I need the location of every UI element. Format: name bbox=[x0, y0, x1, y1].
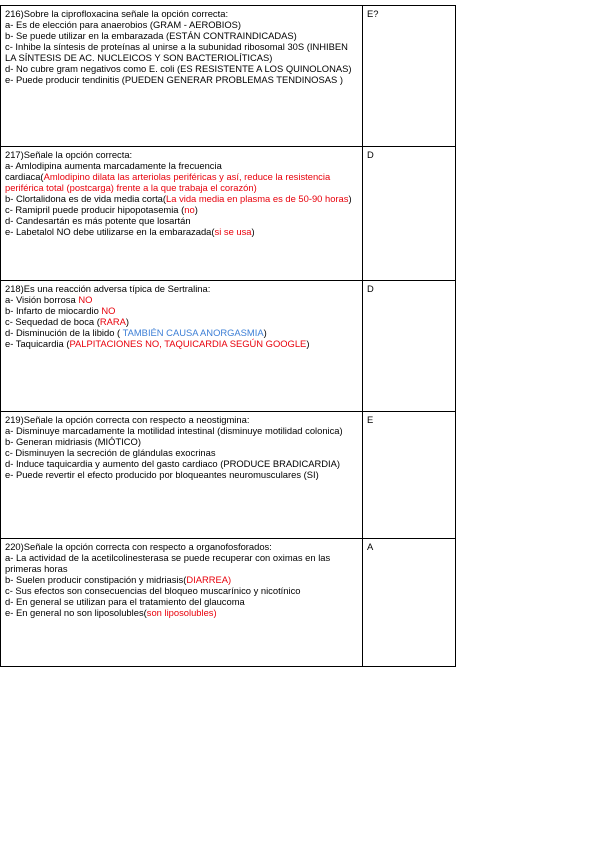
question-stem bbox=[5, 414, 360, 425]
question-option bbox=[5, 74, 360, 85]
question-option bbox=[5, 458, 360, 469]
option-text: 220)Señale la opción correcta con respecto a organofosforados: bbox=[5, 541, 272, 552]
red-annotation: no bbox=[184, 204, 195, 215]
red-annotation: RARA bbox=[99, 316, 126, 327]
question-row bbox=[1, 412, 456, 539]
question-option bbox=[5, 226, 360, 237]
option-text: cardiaca( bbox=[5, 171, 44, 182]
option-text: c- Disminuyen la secreción de glándulas exocrinas bbox=[5, 447, 216, 458]
blue-annotation: TAMBIÉN CAUSA ANORGASMIA bbox=[122, 327, 264, 338]
red-annotation: si se usa bbox=[214, 226, 252, 237]
option-text: 219)Señale la opción correcta con respecto a neostigmina: bbox=[5, 414, 250, 425]
option-text: c- Sequedad de boca ( bbox=[5, 316, 100, 327]
answer-cell bbox=[363, 281, 456, 412]
option-text: e- Taquicardia ( bbox=[5, 338, 70, 349]
red-annotation: NO bbox=[78, 294, 93, 305]
answer-cell bbox=[363, 6, 456, 147]
option-text: ) bbox=[306, 338, 310, 349]
question-option bbox=[5, 316, 360, 327]
question-option bbox=[5, 204, 360, 215]
question-option bbox=[5, 19, 360, 30]
option-text: 216)Sobre la ciprofloxacina señale la opción correcta: bbox=[5, 8, 229, 19]
question-cell bbox=[1, 412, 363, 539]
question-row bbox=[1, 6, 456, 147]
option-text: 218)Es una reacción adversa típica de Sertralina: bbox=[5, 283, 211, 294]
option-text: ) bbox=[194, 204, 198, 215]
question-option bbox=[5, 305, 360, 316]
option-text: e- Puede revertir el efecto producido por bloqueantes neuromusculares (SI) bbox=[5, 469, 319, 480]
option-text: d- En general se utilizan para el tratamiento del glaucoma bbox=[5, 596, 245, 607]
option-text: b- Se puede utilizar en la embarazada (ESTÁN CONTRAINDICADAS) bbox=[5, 30, 297, 41]
red-annotation: NO bbox=[101, 305, 116, 316]
option-text: b- Suelen producir constipación y midriasis( bbox=[5, 574, 187, 585]
question-option bbox=[5, 607, 360, 618]
option-text: c- Inhibe la síntesis de proteínas al unirse a la subunidad ribosomal 30S (INHIBEN LA SÍNTESIS DE AC. NUCLEICOS Y SON BACTERIOLÍTICAS) bbox=[5, 41, 348, 63]
option-text: a- La actividad de la acetilcolinesterasa se puede recuperar con oximas en las primeras horas bbox=[5, 552, 331, 574]
answer-value: A bbox=[367, 541, 374, 552]
option-text: d- No cubre gram negativos como E. coli (ES RESISTENTE A LOS QUINOLONAS) bbox=[5, 63, 352, 74]
option-text: e- Puede producir tendinitis (PUEDEN GENERAR PROBLEMAS TENDINOSAS ) bbox=[5, 74, 343, 85]
question-option bbox=[5, 160, 360, 171]
question-option bbox=[5, 338, 360, 349]
question-option bbox=[5, 41, 360, 63]
question-row bbox=[1, 147, 456, 281]
answer-value: D bbox=[367, 149, 374, 160]
option-text: ) bbox=[348, 193, 352, 204]
question-option bbox=[5, 585, 360, 596]
option-text: b- Generan midriasis (MIÓTICO) bbox=[5, 436, 141, 447]
question-cell bbox=[1, 281, 363, 412]
red-annotation: PALPITACIONES NO, TAQUICARDIA SEGÚN GOOGLE bbox=[69, 338, 307, 349]
question-option bbox=[5, 425, 360, 436]
answer-cell bbox=[363, 539, 456, 667]
option-text: a- Amlodipina aumenta marcadamente la frecuencia bbox=[5, 160, 222, 171]
question-option bbox=[5, 574, 360, 585]
question-stem bbox=[5, 149, 360, 160]
red-annotation: La vida media en plasma es de 50-90 horas bbox=[166, 193, 349, 204]
option-text: b- Clortalidona es de vida media corta( bbox=[5, 193, 167, 204]
question-cell bbox=[1, 147, 363, 281]
question-cell bbox=[1, 539, 363, 667]
question-option bbox=[5, 193, 360, 204]
option-text: e- Labetalol NO debe utilizarse en la embarazada( bbox=[5, 226, 215, 237]
option-text: a- Es de elección para anaerobios (GRAM - AEROBIOS) bbox=[5, 19, 242, 30]
question-option bbox=[5, 294, 360, 305]
question-option bbox=[5, 30, 360, 41]
question-option bbox=[5, 215, 360, 226]
question-option bbox=[5, 469, 360, 480]
option-text: ) bbox=[251, 226, 255, 237]
option-text: ) bbox=[125, 316, 130, 327]
question-stem bbox=[5, 541, 360, 552]
question-row bbox=[1, 539, 456, 667]
question-option bbox=[5, 596, 360, 607]
answer-cell bbox=[363, 147, 456, 281]
option-text: a- Disminuye marcadamente la motilidad intestinal (disminuye motilidad colonica) bbox=[5, 425, 343, 436]
question-option bbox=[5, 63, 360, 74]
option-text: e- En general no son liposolubles( bbox=[5, 607, 147, 618]
option-text: 217)Señale la opción correcta: bbox=[5, 149, 133, 160]
option-text: a- Visión borrosa bbox=[5, 294, 79, 305]
question-stem bbox=[5, 283, 360, 294]
option-text: d- Disminución de la libido ( bbox=[5, 327, 123, 338]
question-option bbox=[5, 171, 360, 193]
red-annotation: son liposolubles) bbox=[146, 607, 217, 618]
option-text: ) bbox=[263, 327, 267, 338]
answer-value: D bbox=[367, 283, 374, 294]
option-text: b- Infarto de miocardio bbox=[5, 305, 102, 316]
answer-cell bbox=[363, 412, 456, 539]
option-text: d- Induce taquicardia y aumento del gasto cardiaco (PRODUCE BRADICARDIA) bbox=[5, 458, 341, 469]
question-stem bbox=[5, 8, 360, 19]
question-row bbox=[1, 281, 456, 412]
option-text: c- Ramipril puede producir hipopotasemia ( bbox=[5, 204, 185, 215]
question-option bbox=[5, 552, 360, 574]
question-cell bbox=[1, 6, 363, 147]
answer-value: E? bbox=[367, 8, 379, 19]
red-annotation: DIARREA) bbox=[186, 574, 232, 585]
answer-value: E bbox=[367, 414, 374, 425]
question-option bbox=[5, 447, 360, 458]
red-annotation: Amlodipino dilata las arteriolas periféricas y así, reduce la resistencia periférica total (postcarga) frente a la que trabaja el corazón) bbox=[5, 171, 331, 193]
question-option bbox=[5, 436, 360, 447]
questions-table bbox=[0, 5, 456, 667]
questions-table-body bbox=[1, 6, 456, 667]
question-option bbox=[5, 327, 360, 338]
option-text: d- Candesartán es más potente que losartán bbox=[5, 215, 191, 226]
option-text: c- Sus efectos son consecuencias del bloqueo muscarínico y nicotínico bbox=[5, 585, 301, 596]
